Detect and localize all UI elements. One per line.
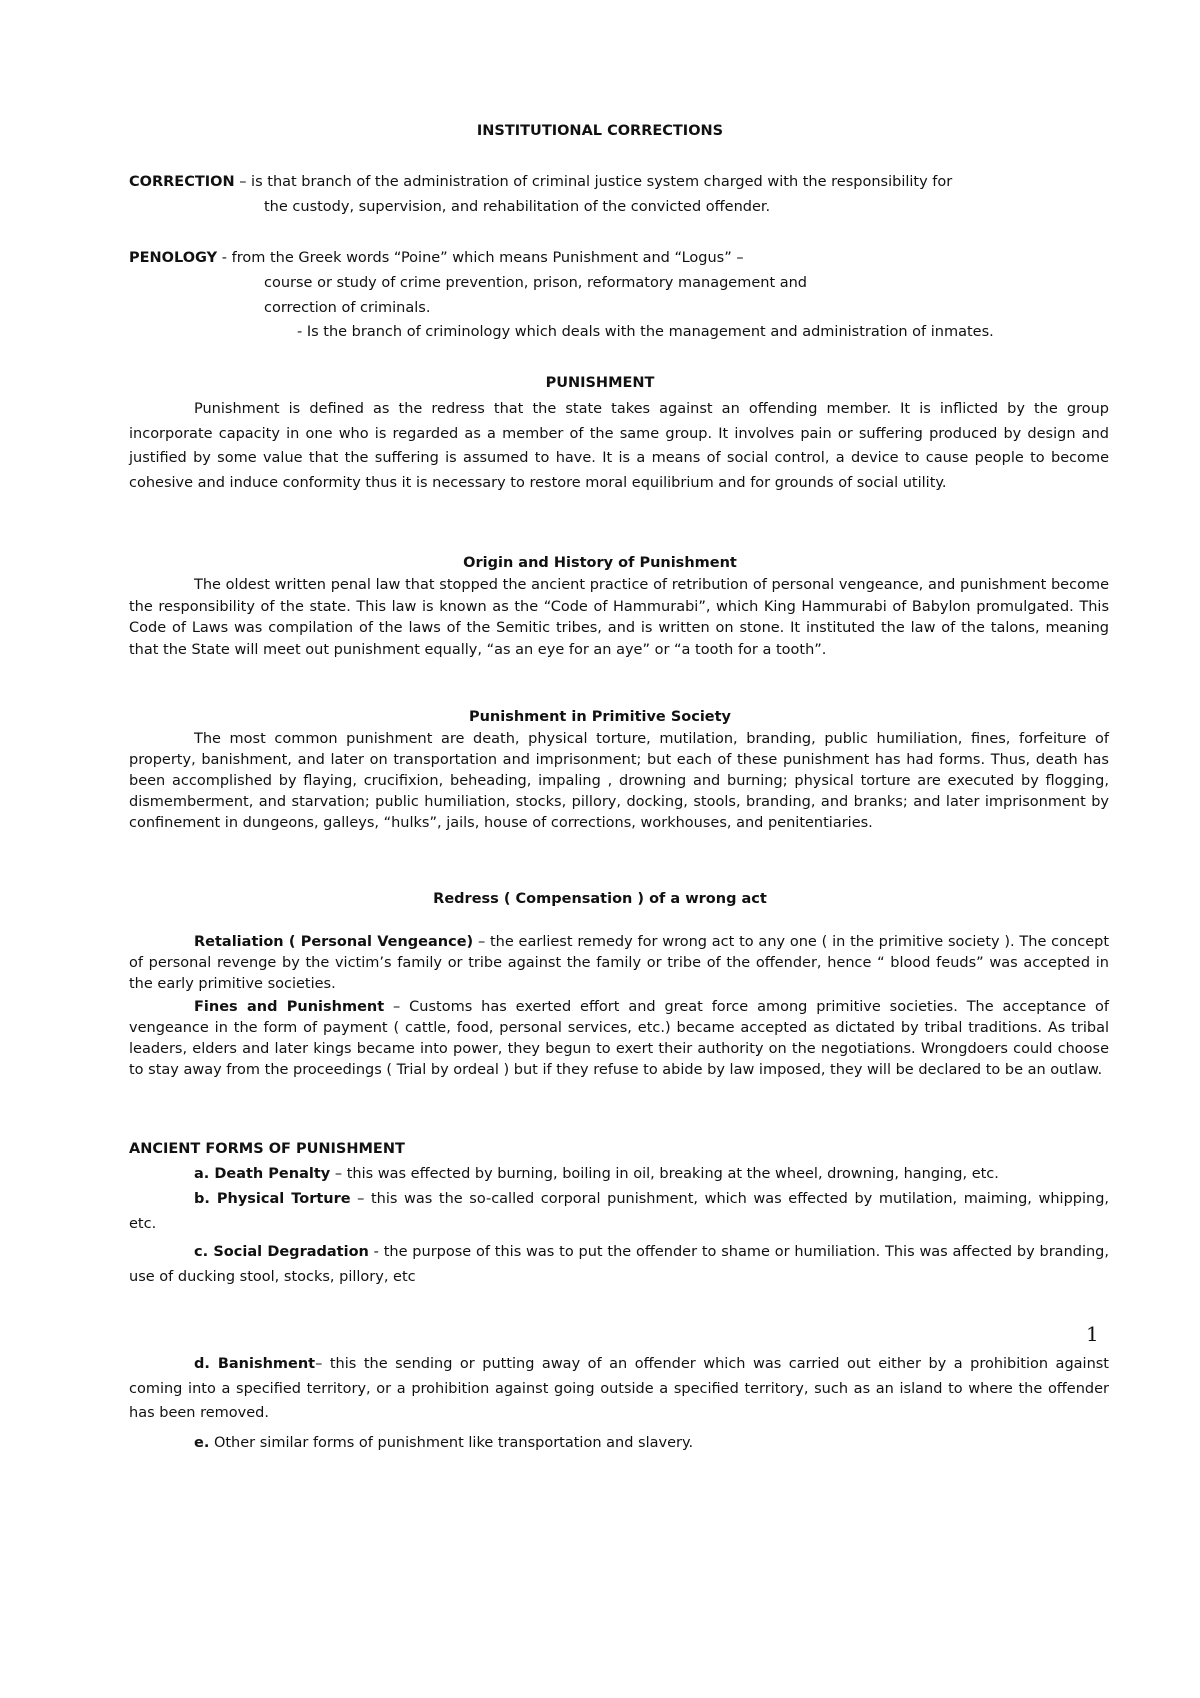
retaliation-text: – the earliest remedy for wrong act to any one ( in the primitive society ). The concept of personal revenge by the victim’s family or tribe against the family or tribe of the offender, hence “ blood feuds” was accepted in the early primitive societies. (129, 934, 1109, 992)
penology-text-line2: course or study of crime prevention, prison, reformatory management and (264, 275, 808, 291)
penology-text-line1: - from the Greek words “Poine” which means Punishment and “Logus” – (217, 250, 744, 266)
ancient-form-b (129, 1187, 1109, 1236)
penology-text-line3: correction of criminals. (264, 300, 431, 316)
primitive-heading: Punishment in Primitive Society (468, 709, 732, 725)
ancient-form-c-text: - the purpose of this was to put the offender to shame or humiliation. This was affected by branding, use of ducking stool, stocks, pillory, etc (129, 1244, 1109, 1285)
ancient-form-d-term: d. Banishment (194, 1356, 316, 1372)
retaliation-term: Retaliation ( Personal Vengeance) (194, 934, 474, 950)
origin-heading: Origin and History of Punishment (463, 555, 737, 571)
correction-text-line1: – is that branch of the administration of criminal justice system charged with the responsibility for (234, 174, 953, 190)
correction-definition (129, 172, 952, 192)
correction-term: CORRECTION (129, 174, 235, 190)
penology-text-line4: - Is the branch of criminology which deals with the management and administration of inmates. (297, 324, 994, 340)
ancient-form-b-term: b. Physical Torture (194, 1191, 351, 1207)
origin-paragraph: The oldest written penal law that stopped the ancient practice of retribution of personal vengeance, and punishment become the responsibility of the state. This law is known as the “Code of Hammurabi”, which King Hammurabi of Babylon promulgated. This Code of Laws was compilation of the laws of the Semitic tribes, and is written on stone. It instituted the law of the talons, meaning that the State will meet out punishment equally, “as an eye for an aye” or “a tooth for a tooth”. (129, 577, 1109, 658)
ancient-form-e-term: e. (194, 1435, 210, 1451)
correction-text-line2: the custody, supervision, and rehabilitation of the convicted offender. (264, 199, 771, 215)
document-title: INSTITUTIONAL CORRECTIONS (476, 123, 724, 139)
ancient-form-b-text: – this was the so-called corporal punishment, which was effected by mutilation, maiming, whipping, etc. (129, 1191, 1110, 1232)
page-number: 1 (1086, 1322, 1099, 1346)
redress-heading: Redress ( Compensation ) of a wrong act (433, 891, 767, 907)
ancient-form-d (129, 1352, 1109, 1426)
ancient-form-c-term: c. Social Degradation (194, 1244, 369, 1260)
ancient-form-a-text: – this was effected by burning, boiling in oil, breaking at the wheel, drowning, hanging, etc. (330, 1166, 999, 1182)
ancient-form-a-term: a. Death Penalty (194, 1166, 331, 1182)
fines-text: – Customs has exerted effort and great force among primitive societies. The acceptance of vengeance in the form of payment ( cattle, food, personal services, etc.) became accepted as dictated by tribal traditions. As tribal leaders, elders and later kings became into power, they begun to exert their authority on the negotiations. Wrongdoers could choose to stay away from the proceedings ( Trial by ordeal ) but if they refuse to abide by law imposed, they will be declared to be an outlaw. (129, 999, 1109, 1078)
penology-term: PENOLOGY (129, 250, 218, 266)
ancient-form-e (194, 1433, 693, 1453)
ancient-form-e-text: Other similar forms of punishment like transportation and slavery. (209, 1435, 694, 1451)
penology-definition (129, 248, 744, 268)
fines-paragraph (129, 997, 1109, 1081)
punishment-heading: PUNISHMENT (545, 375, 655, 391)
fines-term: Fines and Punishment (194, 999, 385, 1015)
primitive-paragraph: The most common punishment are death, physical torture, mutilation, branding, public humiliation, fines, forfeiture of property, banishment, and later on transportation and imprisonment; but each of these punishment has had forms. Thus, death has been accomplished by flaying, crucifixion, beheading, impaling , drowning and burning; physical torture are executed by flogging, dismemberment, and starvation; public humiliation, stocks, pillory, docking, stools, branding, and branks; and later imprisonment by confinement in dungeons, galleys, “hulks”, jails, house of corrections, workhouses, and penitentiaries. (129, 731, 1109, 831)
ancient-form-d-text: – this the sending or putting away of an offender which was carried out either by a prohibition against coming into a specified territory, or a prohibition against going outside a specified territory, such as an island to where the offender has been removed. (129, 1356, 1109, 1421)
ancient-form-a (194, 1164, 1109, 1184)
ancient-forms-heading: ANCIENT FORMS OF PUNISHMENT (129, 1141, 405, 1157)
ancient-form-c (129, 1240, 1109, 1289)
retaliation-paragraph (129, 932, 1109, 995)
punishment-paragraph: Punishment is defined as the redress that the state takes against an offending member. It is inflicted by the group incorporate capacity in one who is regarded as a member of the same group. It involves pain or suffering produced by design and justified by some value that the suffering is assumed to have. It is a means of social control, a device to cause people to become cohesive and induce conformity thus it is necessary to restore moral equilibrium and for grounds of social utility. (129, 401, 1109, 491)
